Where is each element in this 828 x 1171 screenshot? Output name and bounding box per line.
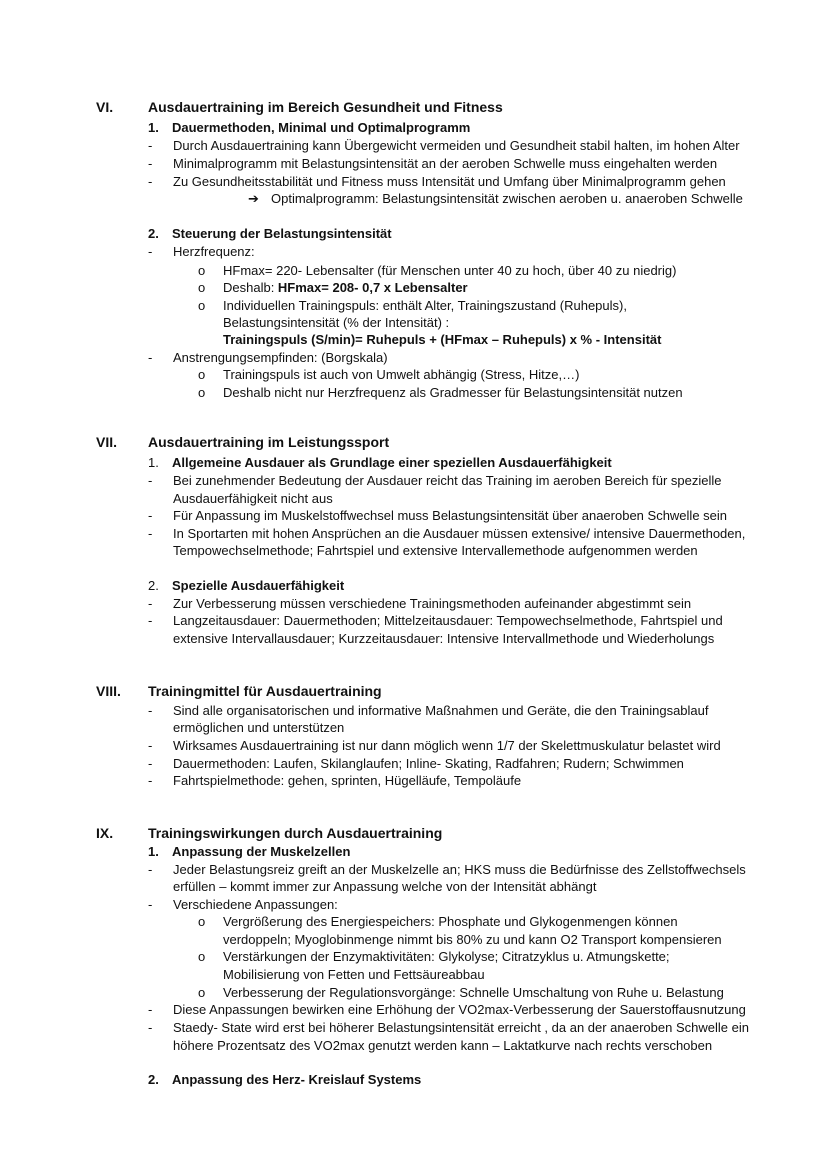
list-item: In Sportarten mit hohen Ansprüchen an die Ausdauer müssen extensive/ intensive Dauermethoden, <box>173 526 746 541</box>
subsection-title: Anpassung der Muskelzellen <box>172 844 351 859</box>
arrow-right-icon: ➔ <box>248 191 259 206</box>
dash-bullet: - <box>148 473 153 488</box>
subsection-title: Spezielle Ausdauerfähigkeit <box>172 578 345 593</box>
subsection-heading <box>148 843 350 861</box>
circle-bullet: o <box>198 949 206 964</box>
list-item-continuation: ermöglichen und unterstützen <box>173 720 345 735</box>
list-item-continuation: höhere Prozentsatz des VO2max genutzt werden kann – Laktatkurve nach rechts verschoben <box>173 1038 713 1053</box>
sub-list-item-continuation: Belastungsintensität (% der Intensität) : <box>223 315 450 330</box>
subsection-number: 2. <box>148 1072 159 1087</box>
list-item: Diese Anpassungen bewirken eine Erhöhung der VO2max-Verbesserung der Sauerstoffausnutzung <box>173 1002 746 1017</box>
sub-list-item: Trainingspuls ist auch von Umwelt abhängig (Stress, Hitze,…) <box>223 367 580 382</box>
dash-bullet: - <box>148 738 153 753</box>
dash-bullet: - <box>148 862 153 877</box>
circle-bullet: o <box>198 985 206 1000</box>
dash-bullet: - <box>148 138 153 153</box>
list-item: Wirksames Ausdauertraining ist nur dann möglich wenn 1/7 der Skelettmuskulatur belastet wird <box>173 738 721 753</box>
arrow-conclusion: Optimalprogramm: Belastungsintensität zwischen aeroben u. anaeroben Schwelle <box>271 191 743 206</box>
dash-bullet: - <box>148 1020 153 1035</box>
dash-bullet: - <box>148 897 153 912</box>
list-item: Durch Ausdauertraining kann Übergewicht vermeiden und Gesundheit stabil halten, im hohen Alter <box>173 138 740 153</box>
dash-bullet: - <box>148 350 153 365</box>
list-item-continuation: erfüllen – kommt immer zur Anpassung welche von der Intensität abhängt <box>173 879 597 894</box>
list-item: Zu Gesundheitsstabilität und Fitness muss Intensität und Umfang über Minimalprogramm gehen <box>173 174 726 189</box>
list-item: Jeder Belastungsreiz greift an der Muskelzelle an; HKS muss die Bedürfnisse des Zellstoffwechsels <box>173 862 746 877</box>
dash-bullet: - <box>148 174 153 189</box>
list-item: Dauermethoden: Laufen, Skilanglaufen; Inline- Skating, Radfahren; Rudern; Schwimmen <box>173 756 684 771</box>
section-number: VII. <box>96 434 118 450</box>
subsection-heading <box>148 1071 421 1089</box>
section-title: Ausdauertraining im Leistungssport <box>148 434 390 450</box>
section-number: VI. <box>96 99 114 115</box>
list-item: Zur Verbesserung müssen verschiedene Trainingsmethoden aufeinander abgestimmt sein <box>173 596 692 611</box>
sub-list-item: HFmax= 220- Lebensalter (für Menschen unter 40 zu hoch, über 40 zu niedrig) <box>223 263 677 278</box>
list-item: Herzfrequenz: <box>173 244 255 259</box>
sub-list-item: Verstärkungen der Enzymaktivitäten: Glykolyse; Citratzyklus u. Atmungskette; <box>223 949 670 964</box>
list-item: Fahrtspielmethode: gehen, sprinten, Hügelläufe, Tempoläufe <box>173 773 522 788</box>
subsection-heading <box>148 225 392 243</box>
list-item: Anstrengungsempfinden: (Borgskala) <box>173 350 388 365</box>
list-item: Langzeitausdauer: Dauermethoden; Mittelzeitausdauer: Tempowechselmethode, Fahrtspiel und <box>173 613 723 628</box>
list-item: Verschiedene Anpassungen: <box>173 897 338 912</box>
training-pulse-formula: Trainingspuls (S/min)= Ruhepuls + (HFmax – Ruhepuls) x % - Intensität <box>223 332 662 347</box>
list-item: Für Anpassung im Muskelstoffwechsel muss Belastungsintensität über anaeroben Schwelle sein <box>173 508 728 523</box>
subsection-number: 2. <box>148 226 159 241</box>
list-item: Staedy- State wird erst bei höherer Belastungsintensität erreicht , da an der anaeroben Schwelle ein <box>173 1020 749 1035</box>
text-prefix: Deshalb: <box>223 280 278 295</box>
subsection-title: Allgemeine Ausdauer als Grundlage einer speziellen Ausdauerfähigkeit <box>172 455 612 470</box>
subsection-number: 2. <box>148 578 159 593</box>
subsection-heading <box>148 119 470 137</box>
sub-list-item: Verbesserung der Regulationsvorgänge: Schnelle Umschaltung von Ruhe u. Belastung <box>223 985 724 1000</box>
sub-list-item <box>223 279 468 297</box>
sub-list-item: Vergrößerung des Energiespeichers: Phosphate und Glykogenmengen können <box>223 914 678 929</box>
circle-bullet: o <box>198 280 206 295</box>
circle-bullet: o <box>198 385 206 400</box>
dash-bullet: - <box>148 596 153 611</box>
circle-bullet: o <box>198 263 206 278</box>
circle-bullet: o <box>198 914 206 929</box>
subsection-number: 1. <box>148 455 159 470</box>
list-item-continuation: Ausdauerfähigkeit nicht aus <box>173 491 333 506</box>
section-number: IX. <box>96 825 114 841</box>
subsection-title: Anpassung des Herz- Kreislauf Systems <box>172 1072 422 1087</box>
circle-bullet: o <box>198 367 206 382</box>
section-title: Trainingswirkungen durch Ausdauertraining <box>148 825 443 841</box>
dash-bullet: - <box>148 508 153 523</box>
subsection-heading <box>148 577 344 595</box>
list-item: Minimalprogramm mit Belastungsintensität an der aeroben Schwelle muss eingehalten werden <box>173 156 718 171</box>
circle-bullet: o <box>198 298 206 313</box>
section-title: Trainingmittel für Ausdauertraining <box>148 683 382 699</box>
list-item-continuation: Tempowechselmethode; Fahrtspiel und extensive Intervallemethode aufgenommen werden <box>173 543 698 558</box>
list-item: Sind alle organisatorischen und informative Maßnahmen und Geräte, die den Trainingsablauf <box>173 703 709 718</box>
subsection-number: 1. <box>148 844 159 859</box>
dash-bullet: - <box>148 756 153 771</box>
sub-list-item: Deshalb nicht nur Herzfrequenz als Gradmesser für Belastungsintensität nutzen <box>223 385 683 400</box>
dash-bullet: - <box>148 773 153 788</box>
bold-formula: HFmax= 208- 0,7 x Lebensalter <box>277 280 468 295</box>
list-item-continuation: extensive Intervallausdauer; Kurzzeitausdauer: Intensive Intervallmethode und Wiederholungs <box>173 631 715 646</box>
sub-list-item-continuation: verdoppeln; Myoglobinmenge nimmt bis 80% zu und kann O2 Transport kompensieren <box>223 932 722 947</box>
subsection-title: Steuerung der Belastungsintensität <box>172 226 392 241</box>
section-title: Ausdauertraining im Bereich Gesundheit und Fitness <box>148 99 503 115</box>
dash-bullet: - <box>148 703 153 718</box>
subsection-number: 1. <box>148 120 159 135</box>
dash-bullet: - <box>148 526 153 541</box>
subsection-title: Dauermethoden, Minimal und Optimalprogramm <box>172 120 471 135</box>
sub-list-item-continuation: Mobilisierung von Fetten und Fettsäureabbau <box>223 967 485 982</box>
list-item: Bei zunehmender Bedeutung der Ausdauer reicht das Training im aeroben Bereich für spezielle <box>173 473 722 488</box>
dash-bullet: - <box>148 613 153 628</box>
dash-bullet: - <box>148 1002 153 1017</box>
dash-bullet: - <box>148 244 153 259</box>
subsection-heading <box>148 454 612 472</box>
dash-bullet: - <box>148 156 153 171</box>
sub-list-item: Individuellen Trainingspuls: enthält Alter, Trainingszustand (Ruhepuls), <box>223 298 627 313</box>
section-number: VIII. <box>96 683 121 699</box>
